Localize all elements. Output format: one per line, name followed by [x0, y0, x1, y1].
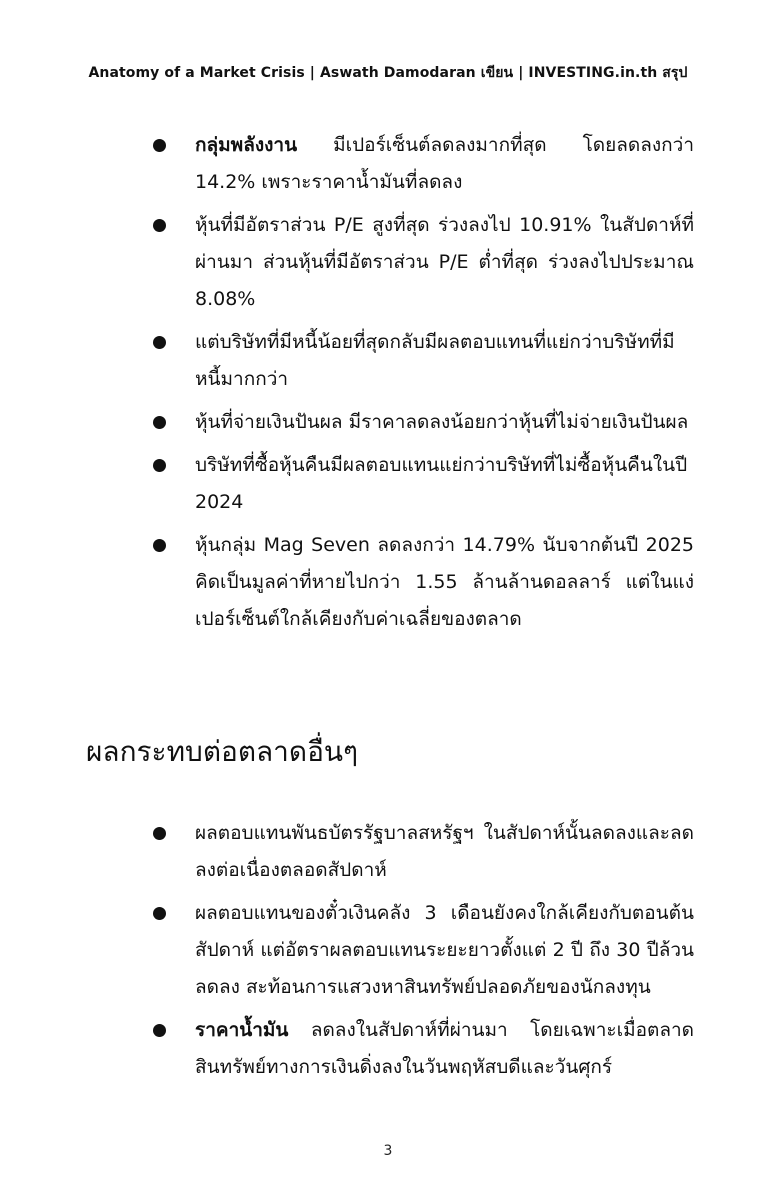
list-item [0, 207, 776, 318]
list-item-text: หุ้นที่จ่ายเงินปันผล มีราคาลดลงน้อยกว่าหุ้นที่ไม่จ่ายเงินปันผล [195, 411, 689, 433]
bullet-icon [153, 907, 166, 920]
bullet-icon [153, 139, 166, 152]
list-item [0, 324, 776, 398]
list-item-text: หุ้นที่มีอัตราส่วน P/E สูงที่สุด ร่วงลงไป 10.91% ในสัปดาห์ที่ผ่านมา ส่วนหุ้นที่มีอัตราส่วน P/E ต่ำที่สุด ร่วงลงไปประมาณ 8.08% [195, 214, 694, 310]
bullet-icon [153, 219, 166, 232]
page-header: Anatomy of a Market Crisis | Aswath Damodaran เขียน | INVESTING.in.th สรุป [88, 65, 688, 81]
list-item [0, 447, 776, 521]
list-item [0, 404, 776, 441]
list-item [0, 127, 776, 201]
list-item-text: ลดลงในสัปดาห์ที่ผ่านมา โดยเฉพาะเมื่อตลาดสินทรัพย์ทางการเงินดิ่งลงในวันพฤหัสบดีและวันศุกร์ [195, 1019, 694, 1078]
list-item-text: แต่บริษัทที่มีหนี้น้อยที่สุดกลับมีผลตอบแทนที่แย่กว่าบริษัทที่มีหนี้มากกว่า [195, 331, 675, 390]
list-item-text: มีเปอร์เซ็นต์ลดลงมากที่สุด โดยลดลงกว่า 14.2% เพราะราคาน้ำมันที่ลดลง [195, 134, 694, 193]
page-number: 3 [383, 1143, 393, 1159]
bullet-list-other-markets [0, 815, 776, 1092]
list-item [0, 1012, 776, 1086]
bullet-icon [153, 459, 166, 472]
list-item-text: บริษัทที่ซื้อหุ้นคืนมีผลตอบแทนแย่กว่าบริษัทที่ไม่ซื้อหุ้นคืนในปี 2024 [195, 454, 688, 513]
bullet-list-market-sectors [0, 127, 776, 644]
list-item [0, 527, 776, 638]
bullet-icon [153, 336, 166, 349]
bullet-icon [153, 539, 166, 552]
list-item-text: ผลตอบแทนของตั๋วเงินคลัง 3 เดือนยังคงใกล้เคียงกับตอนต้นสัปดาห์ แต่อัตราผลตอบแทนระยะยาวตั้งแต่ 2 ปี ถึง 30 ปีล้วนลดลง สะท้อนการแสวงหาสินทรัพย์ปลอดภัยของนักลงทุน [195, 902, 694, 998]
bullet-icon [153, 827, 166, 840]
list-item [0, 815, 776, 889]
bold-lead-text: กลุ่มพลังงาน [195, 134, 298, 156]
bullet-icon [153, 1024, 166, 1037]
list-item-text: ผลตอบแทนพันธบัตรรัฐบาลสหรัฐฯ ในสัปดาห์นั้นลดลงและลดลงต่อเนื่องตลอดสัปดาห์ [195, 822, 694, 881]
bold-lead-text: ราคาน้ำมัน [195, 1019, 289, 1041]
bullet-icon [153, 416, 166, 429]
list-item [0, 895, 776, 1006]
list-item-text: หุ้นกลุ่ม Mag Seven ลดลงกว่า 14.79% นับจากต้นปี 2025 คิดเป็นมูลค่าที่หายไปกว่า 1.55 ล้านล้านดอลลาร์ แต่ในแง่เปอร์เซ็นต์ใกล้เคียงกับค่าเฉลี่ยของตลาด [195, 534, 694, 630]
section-heading: ผลกระทบต่อตลาดอื่นๆ [86, 735, 359, 768]
